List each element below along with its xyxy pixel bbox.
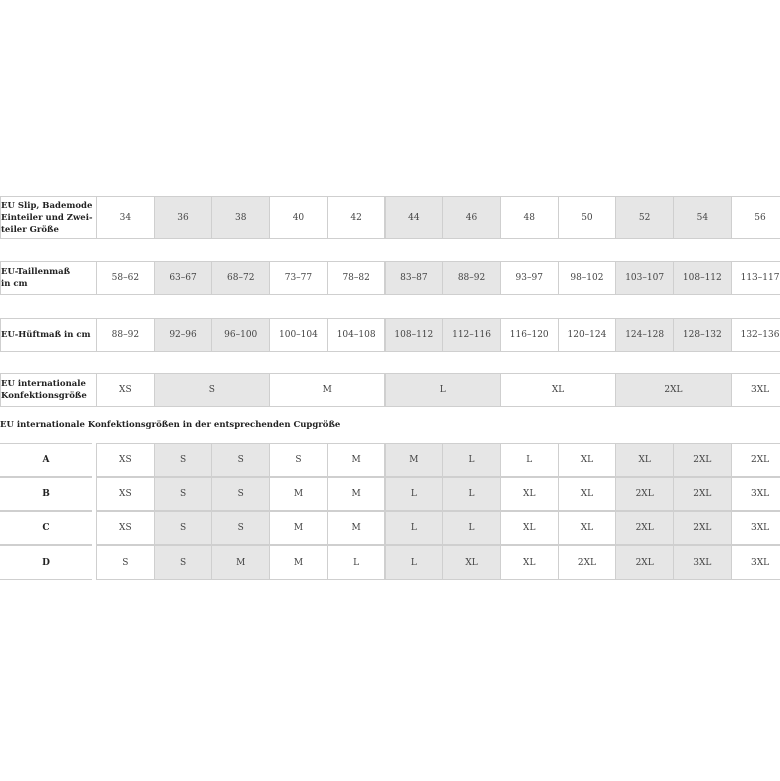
cup-label: B [0, 477, 92, 511]
table-cell: S [211, 443, 270, 477]
table-cell: XL [558, 477, 617, 511]
table-cell: 128–132 [673, 318, 732, 352]
cup-label: A [0, 443, 92, 477]
table-cell: XL [442, 545, 501, 580]
table-cell: 96–100 [211, 318, 270, 352]
table-cell: M [269, 477, 328, 511]
cup-row [0, 443, 780, 477]
table-row [0, 196, 780, 239]
table-cell: 58–62 [96, 261, 155, 295]
table-cell: L [442, 443, 501, 477]
table-cell: 112–116 [442, 318, 501, 352]
table-cell: 120–124 [558, 318, 617, 352]
table-cell: S [154, 545, 213, 580]
table-cell: 100–104 [269, 318, 328, 352]
table-cell: 44 [385, 196, 444, 239]
table-cell: S [154, 477, 213, 511]
cup-row [0, 511, 780, 545]
table-cell: 113–117 [731, 261, 780, 295]
table-cell: 88–92 [442, 261, 501, 295]
table-cell: S [211, 477, 270, 511]
table-cell: L [385, 511, 444, 545]
table-cell: XS [96, 443, 155, 477]
table-cell: S [154, 443, 213, 477]
size-group-cell: S [154, 373, 270, 407]
table-cell: 46 [442, 196, 501, 239]
table-cell: 93–97 [500, 261, 559, 295]
table-cell: XL [500, 477, 559, 511]
table-cell: 116–120 [500, 318, 559, 352]
row-label-text [1, 266, 70, 290]
table-cell: M [269, 545, 328, 580]
table-cell: 3XL [731, 511, 780, 545]
table-cell: 3XL [673, 545, 732, 580]
section-title: EU internationale Konfektionsgrößen in der entsprechenden Cupgröße [0, 420, 341, 430]
intl-size-row [0, 373, 780, 407]
table-cell: 38 [211, 196, 270, 239]
row-label [0, 318, 96, 352]
cup-row [0, 477, 780, 511]
size-group-cell: XL [500, 373, 616, 407]
row-label-text [1, 378, 87, 402]
table-cell: M [211, 545, 270, 580]
table-cell: S [211, 511, 270, 545]
table-cell: 54 [673, 196, 732, 239]
table-cell: 68–72 [211, 261, 270, 295]
table-cell: 73–77 [269, 261, 328, 295]
row-label-line: EU-Hüftmaß in cm [1, 330, 91, 340]
table-cell: 2XL [615, 511, 674, 545]
table-cell: 63–67 [154, 261, 213, 295]
size-group-cell: XS [96, 373, 155, 407]
table-cell: 98–102 [558, 261, 617, 295]
table-cell: 42 [327, 196, 386, 239]
table-cell: 2XL [673, 443, 732, 477]
table-cell: XL [615, 443, 674, 477]
table-cell: XS [96, 477, 155, 511]
table-cell: L [327, 545, 386, 580]
table-cell: XL [500, 511, 559, 545]
table-cell: 52 [615, 196, 674, 239]
table-cell: 50 [558, 196, 617, 239]
table-cell: 40 [269, 196, 328, 239]
table-cell: XL [558, 511, 617, 545]
table-cell: 34 [96, 196, 155, 239]
table-cell: 108–112 [385, 318, 444, 352]
cup-label: C [0, 511, 92, 545]
table-cell: 132–136 [731, 318, 780, 352]
table-cell: 83–87 [385, 261, 444, 295]
size-group-cell: 2XL [615, 373, 731, 407]
row-label-line: EU Slip, Bademode [1, 200, 93, 211]
table-cell: 36 [154, 196, 213, 239]
row-label [0, 196, 96, 239]
table-cell: 3XL [731, 477, 780, 511]
table-cell: XL [500, 545, 559, 580]
row-label-text [1, 329, 91, 341]
cup-row [0, 545, 780, 580]
table-cell: M [327, 477, 386, 511]
table-cell: M [327, 511, 386, 545]
table-cell: 56 [731, 196, 780, 239]
table-row [0, 318, 780, 352]
table-cell: L [442, 511, 501, 545]
table-cell: L [442, 477, 501, 511]
table-cell: 2XL [673, 477, 732, 511]
table-cell: L [500, 443, 559, 477]
row-label-line: teiler Größe [1, 224, 59, 235]
table-cell: 104–108 [327, 318, 386, 352]
table-cell: 2XL [673, 511, 732, 545]
row-label-line: Konfektionsgröße [1, 391, 87, 401]
size-group-cell: L [385, 373, 501, 407]
row-label-text [1, 200, 92, 236]
table-cell: XS [96, 511, 155, 545]
row-label [0, 373, 96, 407]
table-row [0, 261, 780, 295]
table-cell: 48 [500, 196, 559, 239]
table-cell: 2XL [731, 443, 780, 477]
table-cell: M [269, 511, 328, 545]
row-label-line: EU internationale [1, 379, 86, 389]
table-cell: 103–107 [615, 261, 674, 295]
table-cell: S [154, 511, 213, 545]
table-cell: 78–82 [327, 261, 386, 295]
table-cell: 3XL [731, 545, 780, 580]
table-cell: S [269, 443, 328, 477]
table-cell: 2XL [615, 545, 674, 580]
table-cell: M [327, 443, 386, 477]
table-cell: 88–92 [96, 318, 155, 352]
table-cell: 124–128 [615, 318, 674, 352]
table-cell: L [385, 477, 444, 511]
row-label-line: EU-Taillenmaß [1, 267, 71, 277]
table-cell: 2XL [558, 545, 617, 580]
row-label-line: in cm [1, 279, 28, 289]
row-label [0, 261, 96, 295]
table-cell: 92–96 [154, 318, 213, 352]
table-cell: 2XL [615, 477, 674, 511]
size-group-cell: 3XL [731, 373, 780, 407]
table-cell: XL [558, 443, 617, 477]
table-cell: 108–112 [673, 261, 732, 295]
table-cell: L [385, 545, 444, 580]
cup-label: D [0, 545, 92, 580]
size-group-cell: M [269, 373, 385, 407]
row-label-line: Einteiler und Zwei- [1, 212, 93, 223]
table-cell: S [96, 545, 155, 580]
table-cell: M [385, 443, 444, 477]
